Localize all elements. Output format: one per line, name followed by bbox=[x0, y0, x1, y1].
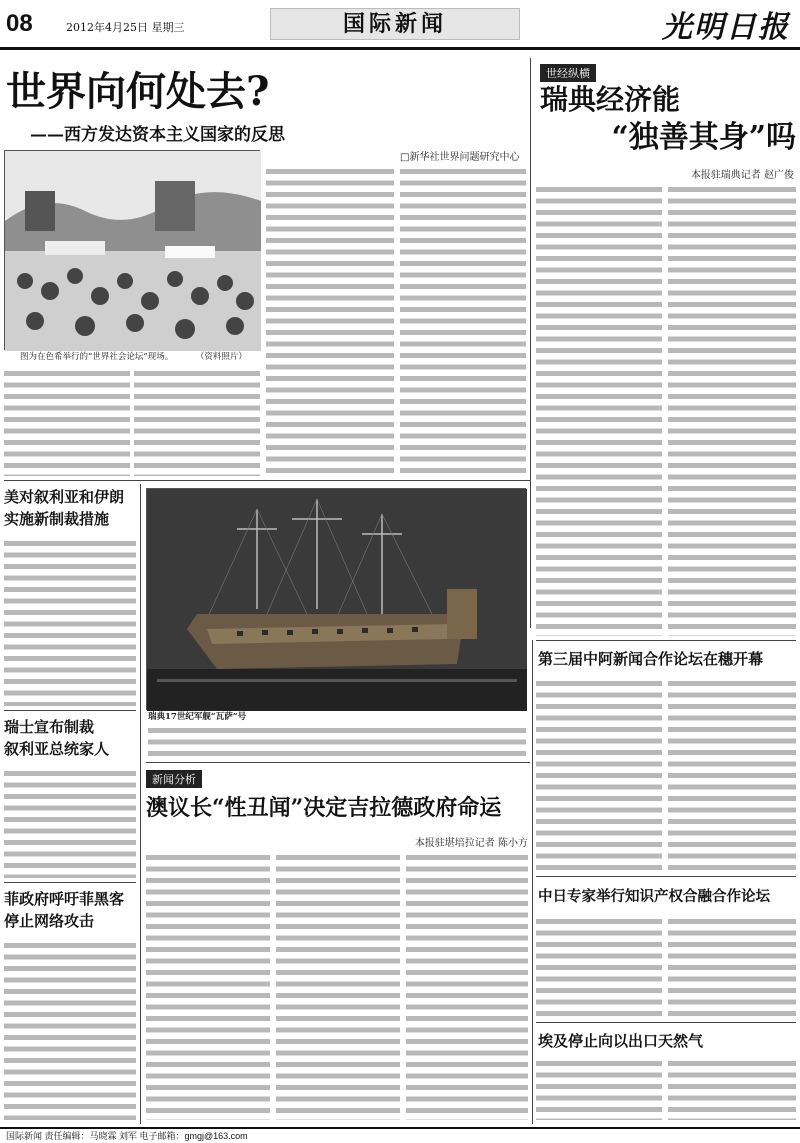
forum-body-col1 bbox=[536, 678, 662, 870]
lead-subtitle-box bbox=[30, 120, 450, 145]
swiss-headline-box bbox=[4, 716, 136, 764]
philippines-headline-2: 停止网络攻击 bbox=[4, 912, 95, 930]
ship-caption-body bbox=[148, 725, 526, 759]
sweden-headline-box bbox=[540, 82, 796, 162]
australia-tag-box bbox=[146, 768, 246, 786]
australia-headline-box bbox=[146, 790, 530, 830]
sweden-headline-1: 瑞典经济能 bbox=[540, 83, 681, 116]
section-title: 国际新闻 bbox=[270, 8, 520, 40]
sweden-headline-2: “独善其身”吗 bbox=[611, 120, 796, 155]
forum-crowd-photo-icon bbox=[5, 151, 261, 351]
sweden-byline: 本报驻瑞典记者 赵广俊 bbox=[690, 170, 794, 181]
egypt-body-col1 bbox=[536, 1058, 662, 1120]
australia-body-col2 bbox=[276, 852, 400, 1120]
newspaper-logo: 光明日报 bbox=[662, 10, 790, 45]
lead-byline: □新华社世界问题研究中心 bbox=[400, 152, 520, 163]
ipr-body-col1 bbox=[536, 916, 662, 1018]
lead-photo-caption-box bbox=[20, 352, 260, 364]
australia-body-col1 bbox=[146, 852, 270, 1120]
lead-byline-box bbox=[400, 148, 526, 162]
egypt-headline-box bbox=[538, 1028, 796, 1056]
philippines-body bbox=[4, 940, 136, 1120]
syria-headline-2: 实施新制裁措施 bbox=[4, 510, 110, 528]
ship-caption-box bbox=[148, 712, 526, 724]
lead-headline-box bbox=[6, 68, 526, 118]
masthead bbox=[0, 0, 800, 50]
lead-photo-caption: 图为在色希举行的“世界社会论坛”现场。 bbox=[20, 352, 174, 362]
australia-byline: 本报驻堪培拉记者 陈小方 bbox=[414, 838, 528, 849]
egypt-body-col2 bbox=[668, 1058, 796, 1120]
syria-body bbox=[4, 538, 136, 706]
page-number: 08 bbox=[6, 10, 33, 37]
lead-photo-credit: （资料照片） bbox=[195, 352, 247, 362]
lead-body-col2 bbox=[134, 368, 260, 476]
lead-body-col1 bbox=[4, 368, 130, 476]
philippines-headline-1: 菲政府呼吁菲黑客 bbox=[4, 890, 125, 908]
sweden-tag: 世经纵横 bbox=[540, 64, 596, 82]
sweden-body-col1 bbox=[536, 184, 662, 636]
vasa-ship-photo-icon bbox=[147, 489, 527, 711]
australia-headline: 澳议长“性丑闻”决定吉拉德政府命运 bbox=[146, 795, 502, 821]
sweden-tag-box bbox=[540, 62, 640, 80]
ship-photo bbox=[146, 488, 526, 710]
egypt-headline: 埃及停止向以出口天然气 bbox=[538, 1032, 704, 1050]
forum-body-col2 bbox=[668, 678, 796, 870]
lead-photo bbox=[4, 150, 260, 350]
lead-subtitle: ——西方发达资本主义国家的反思 bbox=[30, 125, 285, 145]
syria-headline-1: 美对叙利亚和伊朗 bbox=[4, 488, 125, 506]
sweden-body-col2 bbox=[668, 184, 796, 636]
forum-headline: 第三届中阿新闻合作论坛在穗开幕 bbox=[538, 650, 764, 668]
lead-body-col4 bbox=[400, 166, 526, 476]
swiss-headline-1: 瑞士宣布制裁 bbox=[4, 718, 95, 736]
forum-headline-box bbox=[538, 646, 796, 674]
australia-tag: 新闻分析 bbox=[146, 770, 202, 788]
page-footer bbox=[0, 1127, 800, 1143]
australia-body-col3 bbox=[406, 852, 528, 1120]
syria-headline-box bbox=[4, 486, 136, 534]
swiss-body bbox=[4, 768, 136, 878]
lead-body-col3 bbox=[266, 166, 394, 476]
ipr-headline: 中日专家举行知识产权合融合作论坛 bbox=[538, 888, 770, 905]
ipr-body-col2 bbox=[668, 916, 796, 1018]
issue-date: 2012年4月25日 星期三 bbox=[66, 21, 185, 34]
sweden-byline-box bbox=[640, 166, 794, 180]
lead-headline: 世界向何处去? bbox=[6, 68, 270, 115]
ipr-headline-box bbox=[538, 884, 796, 912]
australia-byline-box bbox=[380, 834, 528, 848]
swiss-headline-2: 叙利亚总统家人 bbox=[4, 740, 110, 758]
ship-caption: 瑞典17世纪军舰“瓦萨”号 bbox=[148, 712, 247, 722]
philippines-headline-box bbox=[4, 888, 136, 936]
footer-text: 国际新闻 责任编辑：马晓霖 刘军 电子邮箱：gmgj@163.com bbox=[6, 1131, 248, 1141]
